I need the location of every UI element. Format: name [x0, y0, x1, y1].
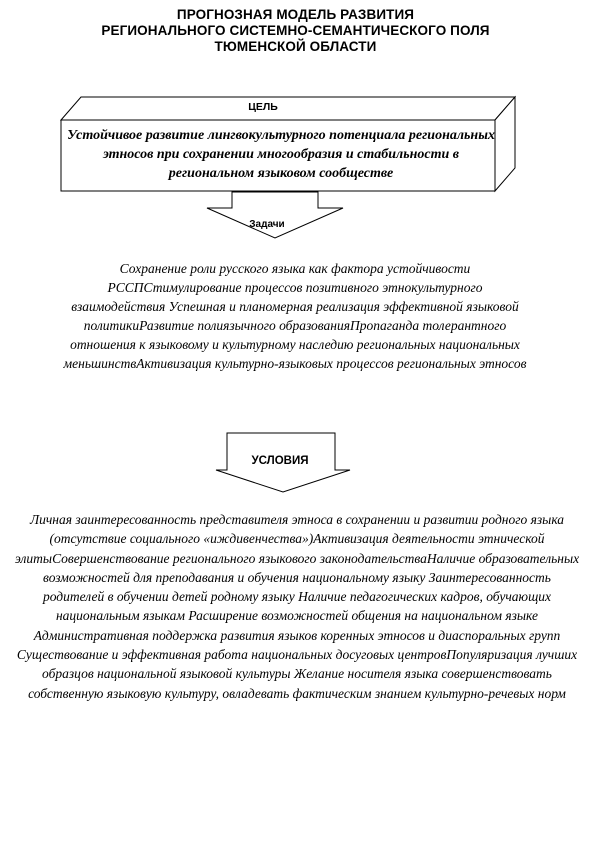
- title-line-1: ПРОГНОЗНАЯ МОДЕЛЬ РАЗВИТИЯ: [176, 7, 415, 22]
- conditions-label: УСЛОВИЯ: [251, 455, 309, 467]
- goal-text: Устойчивое развитие лингвокультурного потенциала региональных этносов при сохранении многообразия и стабильности в региональном языковом сообществе: [67, 128, 495, 181]
- title-line-2: РЕГИОНАЛЬНОГО СИСТЕМНО-СЕМАНТИЧЕСКОГО ПОЛЯ: [101, 23, 490, 38]
- title-line-3: ТЮМЕНСКОЙ ОБЛАСТИ: [214, 39, 377, 54]
- tasks-text: Сохранение роли русского языка как фактора устойчивости РССПСтимулирование процессов позитивного этнокультурного взаимодействия Успешная и планомерная реализация эффективной языковой политикиРазвитие полиязычного образованияПропаганда толерантного отношения к языковому и культурному наследию региональных национальных меньшинствАктивизация культурно-языковых процессов региональных этносов: [63, 261, 527, 371]
- conditions-text: Личная заинтересованность представителя этноса в сохранении и развитии родного языка (отсутствие социального «иждивенчества»)Активизация деятельности этнической элитыСовершенствование регионального языкового законодательстваНаличие образовательных возможностей для преподавания и обучения национальному языку Заинтересованность родителей в обучении детей родному языку Наличие педагогических кадров, обучающих национальным языкам Расширение возможностей общения на национальном языке Административная поддержка развития языков коренных этносов и диаспоральных групп Существование и эффективная работа национальных досуговых центровПопуляризация лучших образцов национальной языковой культуры Желание носителя языка совершенствовать собственную языковую культуру, овладевать фактическим знанием культурно-речевых норм: [14, 512, 580, 701]
- goal-label: ЦЕЛЬ: [248, 101, 278, 113]
- tasks-label: Задачи: [249, 219, 285, 230]
- tasks-arrow: [207, 192, 343, 238]
